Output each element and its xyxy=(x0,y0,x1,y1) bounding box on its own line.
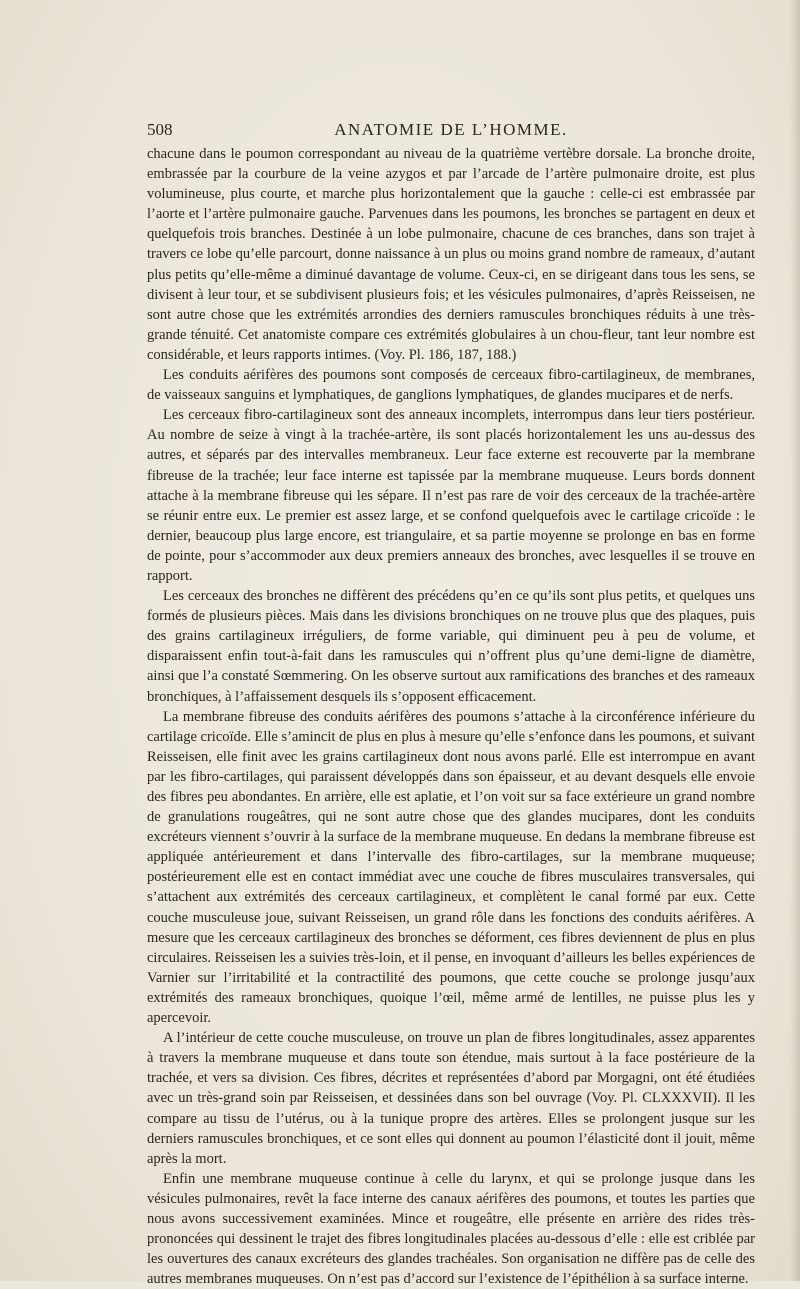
paragraph: Les cerceaux des bronches ne diffèrent des précédens qu’en ce qu’ils sont plus petits, et quelques uns formés de plusieurs pièces. Mais dans les divisions bronchiques on ne trouve plus que des plaques, puis des grains cartilagineux irréguliers, de forme variable, qui diminuent peu à peu de volume, et disparaissent enfin tout-à-fait dans les ramuscules qui n’offrent plus qu’une demi-ligne de diamètre, ainsi que l’a constaté Sœmmering. On les observe surtout aux ramifications des branches et des rameaux bronchiques, à l’affaissement desquels ils s’opposent efficacement. xyxy=(147,588,755,705)
paragraph: La membrane fibreuse des conduits aérifères des poumons s’attache à la circonférence inférieure du cartilage cricoïde. Elle s’amincit de plus en plus à mesure qu’elle s’enfonce dans les poumons, et suivant Reisseisen, elle finit avec les grains cartilagineux dont nous avons parlé. Elle est interrompue en avant par les fibro-cartilages, qui paraissent développés dans son épaisseur, et au devant desquels elle envoie des fibres peu abondantes. En arrière, elle est aplatie, et l’on voit sur sa face extérieure un grand nombre de granulations rougeâtres, qui ne sont autre chose que des glandes mucipares, dont les conduits excréteurs viennent s’ouvrir à la surface de la membrane muqueuse. En dedans la membrane fibreuse est appliquée antérieurement et dans l’intervalle des fibro-cartilages, sur la membrane muqueuse; postérieurement elle est en contact immédiat avec une couche de fibres musculaires transversales, qui s’attachent aux extrémités des cerceaux cartilagineux, et complètent le canal formé par eux. Cette couche musculeuse joue, suivant Reisseisen, un grand rôle dans les fonctions des conduits aérifères. A mesure que les cerceaux cartilagineux des bronches se déforment, ces fibres deviennent de plus en plus circulaires. Reisseisen les a suivies très-loin, et il pense, en invoquant d’ailleurs les belles expériences de Varnier sur l’irritabilité et la contractilité des poumons, que cette couche se prolonge jusqu’aux extrémités des rameaux bronchiques, quoique l’œil, même armé de lentilles, ne puisse plus les y apercevoir. xyxy=(147,708,756,1027)
page-number: 508 xyxy=(147,120,173,139)
page-edge-shadow xyxy=(790,0,800,1281)
paragraph: Les conduits aérifères des poumons sont composés de cerceaux fibro-cartilagineux, de membranes, de vaisseaux sanguins et lymphatiques, de ganglions lymphatiques, de glandes mucipares et de nerfs. xyxy=(147,367,755,404)
paragraph: A l’intérieur de cette couche musculeuse, on trouve un plan de fibres longitudinales, assez apparentes à travers la membrane muqueuse et dans toute son étendue, mais surtout à la face postérieure de la trachée, et vers sa division. Ces fibres, décrites et représentées d’abord par Morgagni, ont été étudiées avec un très-grand soin par Reisseisen, et dessinées dans son bel ouvrage (Voy. Pl. CLXXXVII). Il les compare au tissu de l’utérus, ou à la tunique propre des artères. Elles se prolongent jusque sur les derniers ramuscules bronchiques, et ce sont elles qui donnent au poumon l’élasticité dont il jouit, même après la mort. xyxy=(147,1030,755,1167)
body-text xyxy=(147,144,755,1289)
paragraph: Enfin une membrane muqueuse continue à celle du larynx, et qui se prolonge jusque dans les vésicules pulmonaires, revêt la face interne des canaux aérifères des poumons, et toutes les parties que nous avons successivement examinées. Mince et rougeâtre, elle présente en arrière des rides très-prononcées qui dessinent le trajet des fibres longitudinales placées au-dessous d’elle : elle est criblée par les ouvertures des canaux excréteurs des glandes trachéales. Son organisation ne diffère pas de celle des autres membranes muqueuses. On n’est pas d’accord sur l’existence de l’épithélion à sa surface interne. xyxy=(147,1170,755,1288)
running-title: ANATOMIE DE L’HOMME. xyxy=(334,120,568,139)
paragraph: chacune dans le poumon correspondant au niveau de la quatrième vertèbre dorsale. La bronche droite, embrassée par la courbure de la veine azygos et par l’arcade de l’artère pulmonaire droite, est plus volumineuse, plus courte, et marche plus horizontalement que la gauche : celle-ci est embrassée par l’aorte et l’artère pulmonaire gauche. Parvenues dans les poumons, les bronches se partagent en deux et quelquefois trois branches. Destinée à un lobe pulmonaire, chacune de ces branches, dans son trajet à travers ce lobe qu’elle parcourt, donne naissance à un plus ou moins grand nombre de rameaux, d’autant plus petits qu’elle-même a diminué davantage de volume. Ceux-ci, en se dirigeant dans tous les sens, se divisent à leur tour, et se subdivisent plusieurs fois; et les vésicules pulmonaires, d’après Reisseisen, ne sont autre chose que les extrémités arrondies des derniers ramuscules bronchiques réduits à une très-grande ténuité. Cet anatomiste compare ces extrémités globulaires à un chou-fleur, tant leur nombre est considérable, et leurs rapports intimes. (Voy. Pl. 186, 187, 188.) xyxy=(147,146,755,363)
paragraph: Les cerceaux fibro-cartilagineux sont des anneaux incomplets, interrompus dans leur tiers postérieur. Au nombre de seize à vingt à la trachée-artère, ils sont placés horizontalement les uns au-dessus des autres, et séparés par des intervalles membraneux. Leur face externe est recouverte par la membrane fibreuse de la trachée; leur face interne est tapissée par la membrane muqueuse. Leurs bords donnent attache à la membrane fibreuse qui les sépare. Il n’est pas rare de voir des cerceaux de la trachée-artère se réunir entre eux. Le premier est assez large, et se confond quelquefois avec le cartilage cricoïde : le dernier, beaucoup plus large encore, est triangulaire, et sa partie moyenne se prolonge en bas en forme de pointe, pour s’accommoder aux deux premiers anneaux des bronches, avec lesquelles il se trouve en rapport. xyxy=(147,407,755,584)
page-header xyxy=(147,120,755,142)
